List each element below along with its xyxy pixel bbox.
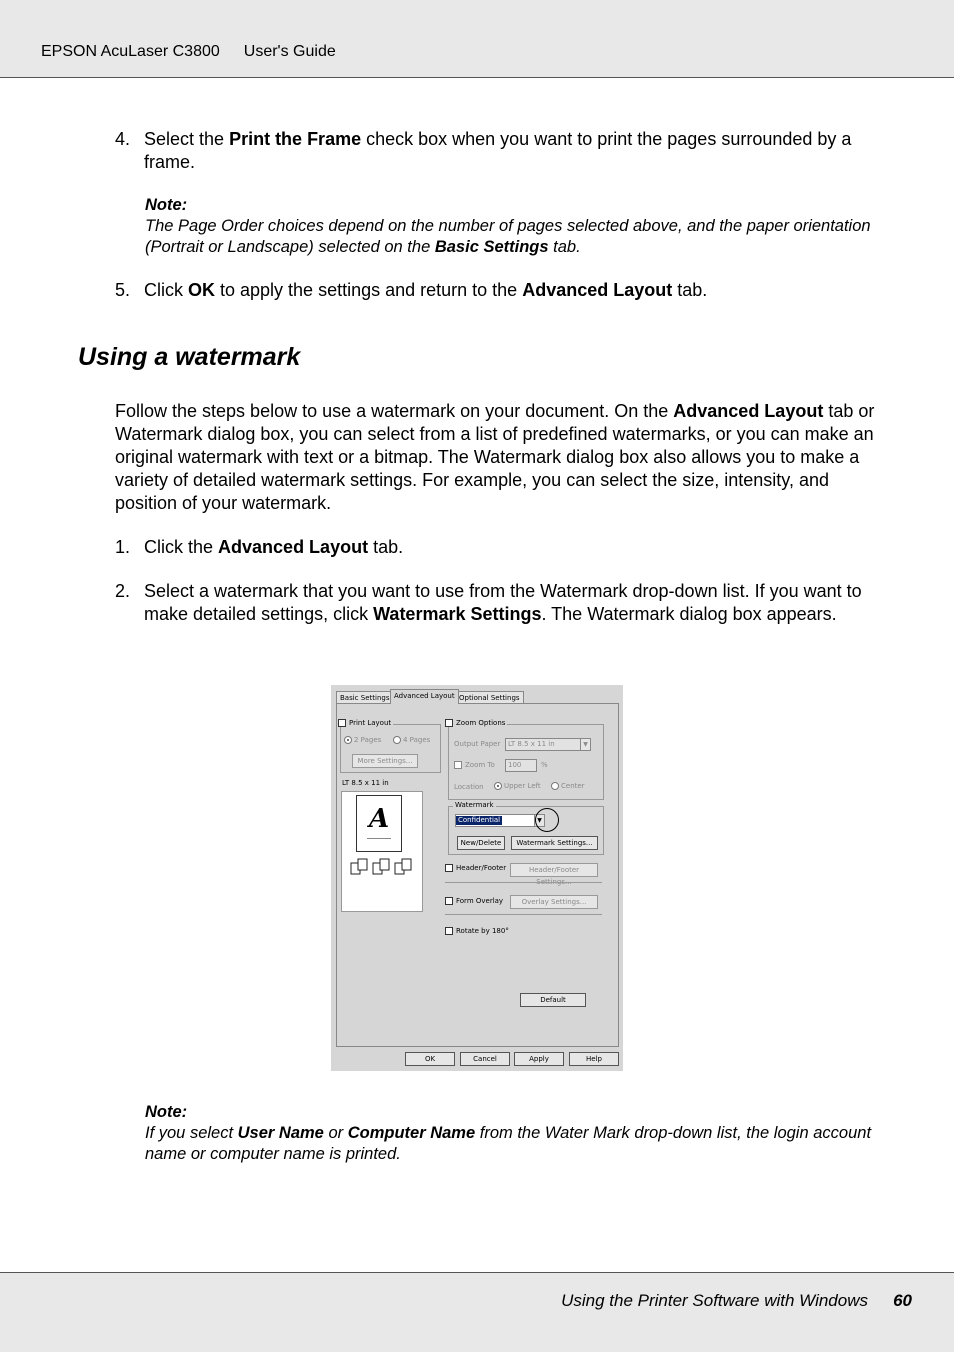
page-icon (402, 859, 411, 870)
step-number: 2. (115, 581, 131, 601)
ui-term: Computer Name (347, 1124, 476, 1142)
zoom-options-checkbox[interactable] (445, 719, 507, 727)
tab-basic-settings[interactable]: Basic Settings (336, 691, 393, 704)
page-icon (358, 859, 367, 870)
text-run: tab. (368, 537, 404, 557)
radio-dot[interactable] (551, 782, 559, 790)
ui-term: Watermark Settings (373, 604, 542, 624)
paper-size-label: LT 8.5 x 11 in (342, 779, 389, 787)
tab-panel (336, 703, 619, 1047)
ui-term: Basic Settings (434, 238, 549, 256)
radio-dot[interactable] (494, 782, 502, 790)
text-run: Follow the steps below to use a watermark on your document. On the (115, 401, 674, 421)
more-settings-button[interactable]: More Settings... (352, 754, 418, 768)
chevron-down-icon[interactable]: ▼ (534, 815, 544, 826)
layout-preview (341, 791, 423, 912)
text-run: to apply the settings and return to the (215, 280, 523, 300)
watermark-select[interactable] (455, 814, 545, 827)
input-value: 100 (508, 761, 522, 769)
page-icon (380, 859, 389, 870)
divider (445, 914, 602, 915)
checkbox-label: Zoom Options (456, 719, 506, 727)
note-page-order (145, 195, 875, 258)
step-text (144, 536, 874, 559)
page-order-icon (351, 859, 411, 874)
ui-term: Advanced Layout (218, 537, 369, 557)
checkbox-box[interactable] (445, 719, 453, 727)
new-delete-button[interactable]: New/Delete (457, 836, 505, 850)
output-paper-label: Output Paper (454, 740, 501, 748)
section-heading: Using a watermark (78, 343, 301, 371)
page-footer (0, 1272, 954, 1352)
ui-term: Advanced Layout (522, 280, 673, 300)
checkbox-label: Header/Footer (456, 864, 507, 872)
cancel-button[interactable]: Cancel (460, 1052, 510, 1066)
radio-2-pages[interactable] (344, 736, 381, 744)
checkbox-box[interactable] (445, 927, 453, 935)
divider (445, 882, 602, 883)
note-text (145, 1123, 885, 1165)
header-footer-settings-button[interactable]: Header/Footer Settings... (510, 863, 598, 877)
chevron-down-icon[interactable]: ▼ (580, 739, 590, 750)
tab-optional-settings[interactable]: Optional Settings (455, 691, 524, 704)
step-number: 5. (115, 280, 131, 300)
step-text (144, 128, 874, 174)
page-number: 60 (893, 1291, 912, 1310)
watermark-label: Watermark (455, 801, 494, 809)
radio-dot[interactable] (393, 736, 401, 744)
default-button[interactable]: Default (520, 993, 586, 1007)
product-name: EPSON AcuLaser C3800 (41, 43, 220, 60)
text-run: tab or Watermark dialog box, you can select from a list of predefined watermarks, or you can make an original watermark with text or a bitmap. The Watermark dialog box also allows you to make a variety of detailed watermark settings. For example, you can select the size, intensity, and position of your watermark. (115, 401, 875, 513)
guide-name: User's Guide (243, 43, 336, 60)
highlight-circle (535, 808, 559, 832)
text-run: tab. (548, 238, 581, 256)
page-header (0, 0, 954, 78)
ok-button[interactable]: OK (405, 1052, 455, 1066)
tab-advanced-layout[interactable]: Advanced Layout (390, 689, 459, 704)
text-run: from the Water Mark drop-down list, the login account name or computer name is printed. (145, 1124, 872, 1163)
ui-term: Print the Frame (229, 129, 362, 149)
output-paper-select[interactable] (505, 738, 591, 751)
checkbox-box[interactable] (454, 761, 462, 769)
zoom-value-input[interactable] (505, 759, 537, 772)
checkbox-label: Print Layout (349, 719, 392, 727)
note-user-name (145, 1102, 885, 1165)
step-text (144, 580, 874, 626)
step-number: 4. (115, 129, 131, 149)
text-run: Select the (144, 129, 230, 149)
print-layout-checkbox[interactable] (338, 719, 393, 727)
radio-4-pages[interactable] (393, 736, 430, 744)
note-label: Note: (145, 1103, 188, 1121)
page-order-icons (350, 858, 416, 876)
watermark-settings-button[interactable]: Watermark Settings... (511, 836, 598, 850)
zoom-to-checkbox[interactable] (454, 761, 495, 769)
text-run: Click the (144, 537, 219, 557)
checkbox-box[interactable] (445, 864, 453, 872)
checkbox-label: Rotate by 180° (456, 927, 509, 935)
ui-term: User Name (237, 1124, 324, 1142)
text-run: Click (144, 280, 188, 300)
zoom-unit: % (541, 761, 548, 769)
text-run: The Page Order choices depend on the number of pages selected above, and the paper orientation (Portrait or Landscape) selected on the (145, 217, 871, 256)
select-value: LT 8.5 x 11 in (508, 740, 555, 748)
text-run: If you select (145, 1124, 238, 1142)
checkbox-box[interactable] (445, 897, 453, 905)
radio-label: Center (561, 782, 585, 790)
radio-center[interactable] (551, 782, 585, 790)
text-run: or (323, 1124, 348, 1142)
apply-button[interactable]: Apply (514, 1052, 564, 1066)
text-run: tab. (672, 280, 708, 300)
radio-label: 2 Pages (354, 736, 382, 744)
text-run: check box when you want to print the pages surrounded by a frame. (144, 129, 852, 172)
intro-paragraph (115, 400, 877, 515)
preview-line (367, 838, 391, 839)
ui-term: OK (188, 280, 215, 300)
ui-term: Advanced Layout (673, 401, 824, 421)
radio-dot[interactable] (344, 736, 352, 744)
radio-label: 4 Pages (403, 736, 431, 744)
preview-letter: A (369, 804, 390, 834)
rotate-checkbox[interactable] (445, 927, 509, 935)
checkbox-label: Form Overlay (456, 897, 504, 905)
text-run: Select a watermark that you want to use from the Watermark drop-down list. If you want to make detailed settings, click (144, 581, 862, 624)
step-text (144, 279, 874, 302)
page-preview (356, 795, 402, 852)
text-run: . The Watermark dialog box appears. (541, 604, 837, 624)
radio-label: Upper Left (504, 782, 541, 790)
header-title (41, 43, 360, 61)
advanced-layout-dialog (331, 685, 623, 1071)
checkbox-label: Zoom To (465, 761, 495, 769)
overlay-settings-button[interactable]: Overlay Settings... (510, 895, 598, 909)
step-number: 1. (115, 537, 131, 557)
location-label: Location (454, 783, 484, 791)
radio-upper-left[interactable] (494, 782, 541, 790)
note-label: Note: (145, 196, 188, 214)
header-footer-checkbox[interactable] (445, 864, 506, 872)
form-overlay-checkbox[interactable] (445, 897, 503, 905)
checkbox-box[interactable] (338, 719, 346, 727)
help-button[interactable]: Help (569, 1052, 619, 1066)
note-text (145, 216, 875, 258)
footer-section: Using the Printer Software with Windows (561, 1291, 868, 1310)
select-value: Confidential (458, 816, 501, 824)
